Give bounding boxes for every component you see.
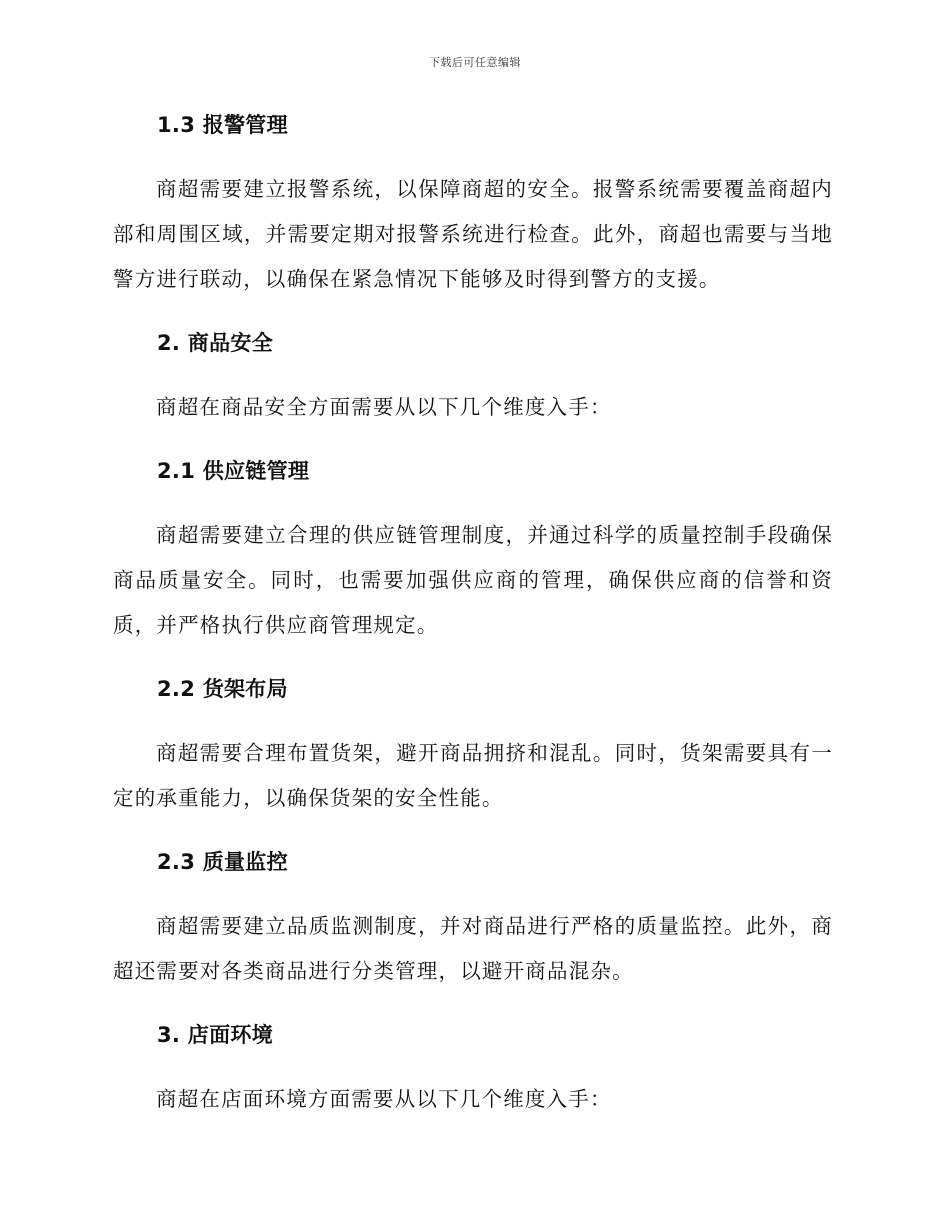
section-heading-3: 3. 店面环境 [157, 1023, 273, 1047]
section-paragraph-2-3: 商超需要建立品质监测制度，并对商品进行严格的质量监控。此外，商超还需要对各类商品进行分类管理，以避开商品混杂。 [113, 914, 833, 983]
section-paragraph-2-1: 商超需要建立合理的供应链管理制度，并通过科学的质量控制手段确保商品质量安全。同时，也需要加强供应商的管理，确保供应商的信誉和资质，并严格执行供应商管理规定。 [113, 523, 833, 637]
section-paragraph-1-3: 商超需要建立报警系统，以保障商超的安全。报警系统需要覆盖商超内部和周围区域，并需要定期对报警系统进行检查。此外，商超也需要与当地警方进行联动，以确保在紧急情况下能够及时得到警方的支援。 [113, 177, 833, 291]
section-heading-2-2: 2.2 货架布局 [157, 677, 288, 701]
page-header: 下载后可任意编辑 [429, 56, 521, 69]
section-heading-2-1: 2.1 供应链管理 [157, 459, 310, 483]
section-paragraph-2-2: 商超需要合理布置货架，避开商品拥挤和混乱。同时，货架需要具有一定的承重能力，以确保货架的安全性能。 [113, 741, 833, 810]
section-paragraph-3: 商超在店面环境方面需要从以下几个维度入手： [156, 1087, 612, 1111]
section-heading-1-3: 1.3 报警管理 [157, 113, 288, 137]
section-paragraph-2: 商超在商品安全方面需要从以下几个维度入手： [156, 395, 612, 419]
section-heading-2-3: 2.3 质量监控 [157, 850, 288, 874]
section-heading-2: 2. 商品安全 [157, 331, 273, 355]
document-body [113, 110, 833, 1122]
